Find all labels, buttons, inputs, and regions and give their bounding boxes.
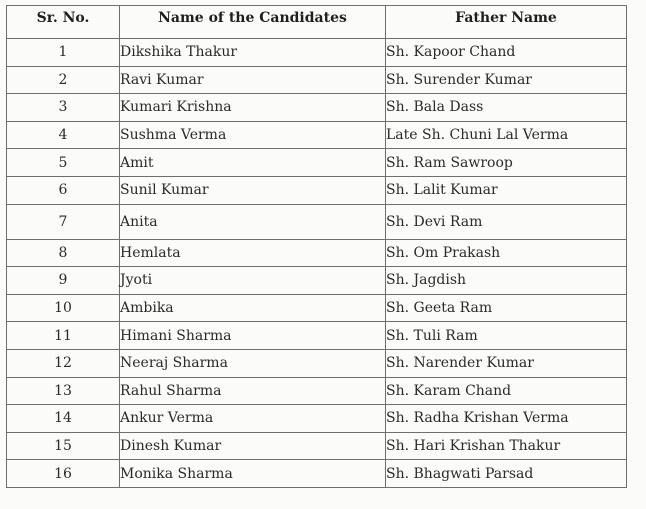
table-row xyxy=(7,204,627,239)
cell-father-name: Sh. Radha Krishan Verma xyxy=(386,405,627,433)
cell-sr-no: 4 xyxy=(7,121,120,149)
cell-father-name: Sh. Surender Kumar xyxy=(386,66,627,94)
cell-candidate-name: Sushma Verma xyxy=(120,121,386,149)
cell-sr-no: 15 xyxy=(7,432,120,460)
cell-father-name: Sh. Ram Sawroop xyxy=(386,149,627,177)
table-row xyxy=(7,377,627,405)
table-row xyxy=(7,121,627,149)
cell-candidate-name: Dinesh Kumar xyxy=(120,432,386,460)
cell-candidate-name: Jyoti xyxy=(120,267,386,295)
table-header-row xyxy=(7,6,627,39)
cell-father-name: Sh. Geeta Ram xyxy=(386,294,627,322)
cell-sr-no: 13 xyxy=(7,377,120,405)
cell-candidate-name: Rahul Sharma xyxy=(120,377,386,405)
table-row xyxy=(7,349,627,377)
table-row xyxy=(7,94,627,122)
cell-sr-no: 3 xyxy=(7,94,120,122)
cell-father-name: Sh. Bala Dass xyxy=(386,94,627,122)
cell-father-name: Sh. Karam Chand xyxy=(386,377,627,405)
cell-sr-no: 12 xyxy=(7,349,120,377)
cell-father-name: Sh. Hari Krishan Thakur xyxy=(386,432,627,460)
table-row xyxy=(7,294,627,322)
cell-father-name: Late Sh. Chuni Lal Verma xyxy=(386,121,627,149)
cell-sr-no: 10 xyxy=(7,294,120,322)
cell-father-name: Sh. Tuli Ram xyxy=(386,322,627,350)
cell-sr-no: 6 xyxy=(7,176,120,204)
cell-candidate-name: Neeraj Sharma xyxy=(120,349,386,377)
header-father-name: Father Name xyxy=(386,6,627,39)
cell-sr-no: 9 xyxy=(7,267,120,295)
cell-sr-no: 16 xyxy=(7,460,120,488)
cell-sr-no: 14 xyxy=(7,405,120,433)
cell-candidate-name: Hemlata xyxy=(120,239,386,267)
table-row xyxy=(7,267,627,295)
cell-candidate-name: Ambika xyxy=(120,294,386,322)
cell-father-name: Sh. Om Prakash xyxy=(386,239,627,267)
cell-sr-no: 2 xyxy=(7,66,120,94)
table-row xyxy=(7,176,627,204)
table-row xyxy=(7,39,627,67)
cell-candidate-name: Himani Sharma xyxy=(120,322,386,350)
cell-candidate-name: Sunil Kumar xyxy=(120,176,386,204)
cell-father-name: Sh. Kapoor Chand xyxy=(386,39,627,67)
cell-candidate-name: Monika Sharma xyxy=(120,460,386,488)
cell-candidate-name: Kumari Krishna xyxy=(120,94,386,122)
table-row xyxy=(7,322,627,350)
cell-father-name: Sh. Narender Kumar xyxy=(386,349,627,377)
cell-candidate-name: Ravi Kumar xyxy=(120,66,386,94)
table-row xyxy=(7,66,627,94)
cell-sr-no: 7 xyxy=(7,204,120,239)
cell-candidate-name: Ankur Verma xyxy=(120,405,386,433)
table-row xyxy=(7,460,627,488)
candidates-table xyxy=(6,5,627,488)
cell-father-name: Sh. Lalit Kumar xyxy=(386,176,627,204)
cell-sr-no: 1 xyxy=(7,39,120,67)
header-candidate-name: Name of the Candidates xyxy=(120,6,386,39)
cell-sr-no: 5 xyxy=(7,149,120,177)
cell-sr-no: 11 xyxy=(7,322,120,350)
cell-candidate-name: Amit xyxy=(120,149,386,177)
cell-candidate-name: Dikshika Thakur xyxy=(120,39,386,67)
header-sr-no: Sr. No. xyxy=(7,6,120,39)
table-row xyxy=(7,432,627,460)
table-row xyxy=(7,239,627,267)
table-row xyxy=(7,149,627,177)
cell-father-name: Sh. Bhagwati Parsad xyxy=(386,460,627,488)
cell-sr-no: 8 xyxy=(7,239,120,267)
table-row xyxy=(7,405,627,433)
cell-candidate-name: Anita xyxy=(120,204,386,239)
cell-father-name: Sh. Devi Ram xyxy=(386,204,627,239)
cell-father-name: Sh. Jagdish xyxy=(386,267,627,295)
